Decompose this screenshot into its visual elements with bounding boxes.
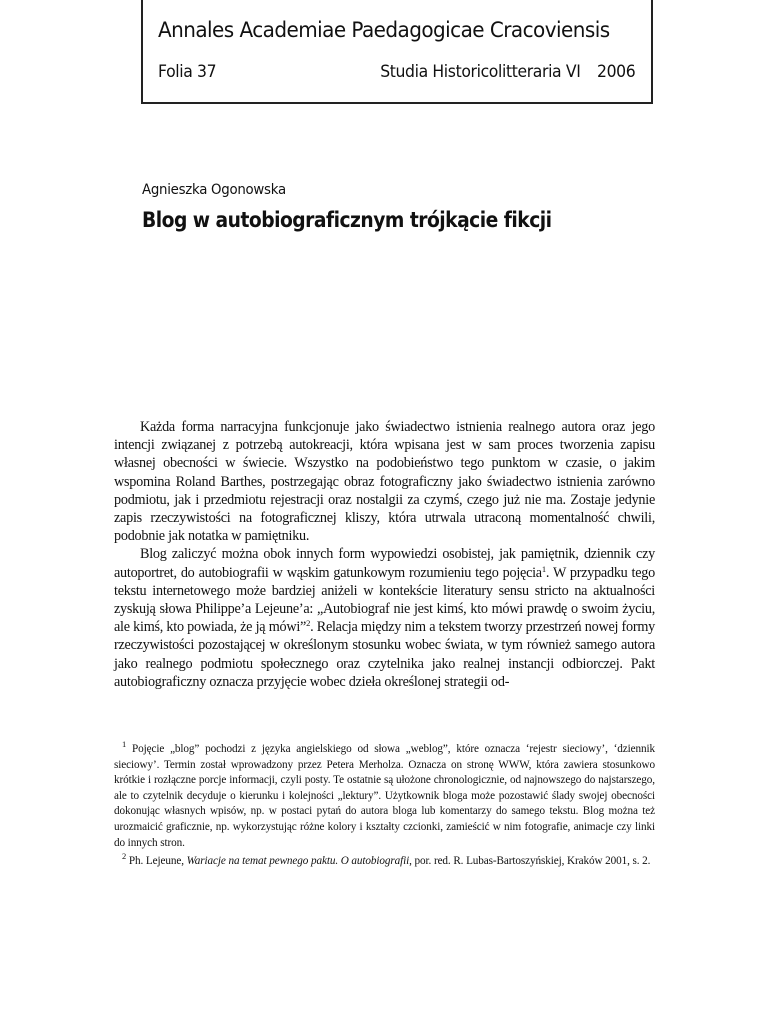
footnote-2-title: Wariacje na temat pewnego paktu. O autobiografii — [186, 855, 410, 868]
paragraph-1: Każda forma narracyjna funkcjonuje jako świadectwo istnienia realnego autora oraz jego intencji związanej z potrzebą autokreacji, która wpisana jest w sam proces tworzenia zapisu własnej obecności w świecie. Wszystko na podobieństwo tego punktom w czasie, o jakim wspomina Roland Barthes, postrzegając obraz fotograficzny jako świadectwo istnienia zarówno podmiotu, jak i przedmiotu rejestracji oraz nostalgii za czymś, czego już nie ma. Zostaje jedynie zapis rzeczywistości na fotograficznej kliszy, która utrwala utraconą momentalność chwili, podobnie jak notatka w pamiętniku. — [114, 419, 655, 545]
footnote-2-mark: 2 — [122, 851, 127, 862]
paragraph-2-text-b: . W przypadku tego tekstu internetowego może bardziej aniżeli w kontekście literatury sensu stricto na aktualności zyskują słowa Philippe’a Lejeune’a: „Autobiograf nie jest kimś, kto mówi prawdę o swoim życiu, ale kimś, kto powiada, że ją mówi” — [114, 564, 655, 636]
footnotes — [114, 739, 655, 873]
footnote-ref-2: 2 — [306, 618, 311, 629]
paragraph-2-text-a: Blog zaliczyć można obok innych form wypowiedzi osobistej, jak pamiętnik, dziennik czy autoportret, do autobiografii w wąskim gatunkowym rozumieniu tego pojęcia — [114, 546, 655, 581]
footnote-1-text: Pojęcie „blog” pochodzi z języka angielskiego od słowa „weblog”, które oznacza ‘rejestr sieciowy’, ‘dziennik sieciowy’. Termin został wprowadzony przez Petera Merholza. Oznacza on stronę WWW, która zawiera stosunkowo krótkie i rozłączne porcje informacji, czyli posty. Te ostatnie są ułożone chronologicznie, od najnowszego do najstarszego, ale to czytelnik decyduje o kierunku i kolejności „lektury”. Użytkownik bloga może pozostawić ślady swojej obecności dokonując własnych wpisów, np. w postaci pytań do autora bloga lub komentarzy do samego tekstu. Blog można też urozmaicić graficznie, np. wykorzystując różne kolory i kształty czcionki, zamieścić w nim fotografie, animacje czy linki do innych stron. — [114, 743, 655, 849]
footnote-2 — [114, 851, 655, 870]
folia-number: Folia 37 — [158, 62, 217, 82]
footnote-1 — [114, 739, 655, 851]
footnote-2-prefix: Ph. Lejeune, — [128, 855, 187, 868]
series-name: Studia Historicolitteraria VI — [379, 62, 581, 82]
article-author: Agnieszka Ogonowska — [142, 182, 286, 198]
paragraph-2-text-c: . Relacja między nim a tekstem tworzy przestrzeń nowej formy rzeczywistości pozostającej w określonym stosunku wobec świata, w tym również samego autora jako realnego podmiotu społecznego oraz czytelnika jako realnej instancji odbiorczej. Pakt autobiograficzny oznacza przyjęcie wobec dzieła określonej strategii od- — [114, 619, 655, 690]
journal-header — [141, 0, 653, 104]
footnote-2-suffix: , por. red. R. Lubas-Bartoszyńskiej, Kraków 2001, s. 2. — [409, 855, 651, 868]
publication-year: 2006 — [596, 62, 635, 82]
series-info — [380, 62, 635, 82]
journal-title: Annales Academiae Paedagogicae Cracoviensis — [158, 18, 610, 43]
article-title: Blog w autobiograficznym trójkącie fikcji — [142, 208, 552, 233]
paragraph-2 — [114, 545, 655, 691]
footnote-1-mark: 1 — [122, 739, 127, 749]
article-body — [114, 418, 655, 691]
footnote-ref-1: 1 — [541, 563, 546, 574]
